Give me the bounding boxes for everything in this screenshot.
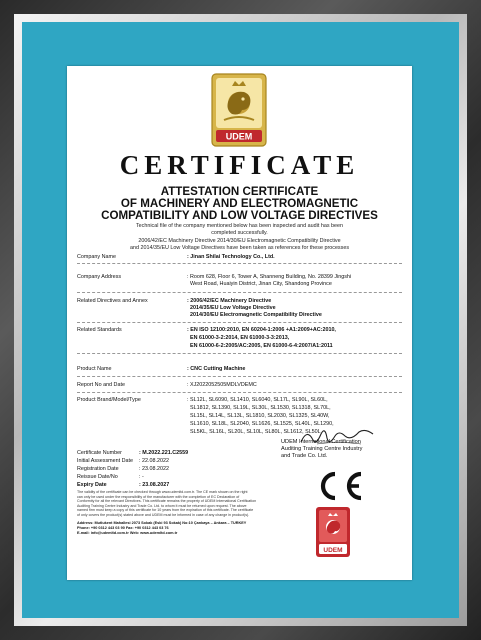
centre-line-2: Auditing Training Centre Industry <box>281 446 363 453</box>
registration-date-value: : 23.08.2022 <box>139 466 169 472</box>
divider <box>77 263 402 264</box>
expiry-date-value: : 23.08.2027 <box>139 482 170 488</box>
validity-line-6: of only covers the product(s) stated above and UDEM must be informed in case of any change in product(s). <box>77 512 250 517</box>
standards-line-2: EN 61000-3-2:2014, EN 61000-3-3:2013, <box>190 335 290 341</box>
certificate-paper <box>67 66 412 580</box>
validity-line-1: The validity of the certificate can be checked through www.udemltd.com.tr. The CE mark shown on the right <box>77 490 248 494</box>
directives-line-3: 2014/30/EU Electromagnetic Compatibility Directive <box>190 312 322 318</box>
product-name-label: Product Name <box>77 366 112 372</box>
ce-mark-icon <box>309 468 369 504</box>
directives-line-1: : 2006/42/EC Machinery Directive <box>187 298 272 304</box>
intro-line-4: and 2014/35/EU Low Voltage Directives have been taken as references for these processes <box>129 245 350 251</box>
initial-assessment-value: : 22.08.2022 <box>139 458 169 464</box>
product-name-value: : CNC Cutting Machine <box>187 366 246 372</box>
intro-line-1: Technical file of the company mentioned below has been inspected and audit has been <box>135 223 344 229</box>
brand-model-label: Product Brand/Model/Type <box>77 397 141 403</box>
intro-line-2: completed successfully. <box>211 230 268 236</box>
subtitle-line-2: OF MACHINERY AND ELECTROMAGNETIC <box>120 197 359 210</box>
centre-name <box>281 439 401 461</box>
directives-label: Related Directives and Annex <box>77 298 148 304</box>
brand-model-line-5: SL5KL, SL16L, SL20L, SL10L, SL80L, SL1612, SL50L <box>190 429 321 435</box>
brand-model-line-4: SL1610, SL18L, SL2040, SL1626, SL1525, SL40L, SL1290, <box>190 421 334 427</box>
report-label: Report No and Date <box>77 382 125 388</box>
report-value: : XJ2022052505MDLVDEMC <box>187 382 257 388</box>
validity-line-3: Conformity for all the relevant Directives. This certificate remains the property of UDEM International Certification <box>77 499 257 503</box>
company-address-line-2: West Road, Huaiyin District, Jinan City, Shandong Province <box>190 281 332 287</box>
centre-line-3: and Trade Co. Ltd. <box>281 453 328 460</box>
divider <box>77 376 402 377</box>
reissue-date-value: : - <box>139 474 144 480</box>
centre-line-1: UDEM International Certification <box>281 439 361 445</box>
validity-line-4: Auditing Training Centre Industry and Trade Co. Ltd. to whom it must be returned upon request. The above <box>77 503 247 508</box>
footer-email-web: E-mail: info@udemltd.com.tr Web: www.udemltd.com.tr <box>77 531 178 535</box>
footer-address: Address: Mutlukent Mahallesi 2073 Sokak (Eski 93 Sokak) No:10 Çankaya – Ankara – TURKEY <box>77 521 247 525</box>
standards-line-1: : EN ISO 12100:2010, EN 60204-1:2006 +A1:2009+AC:2010, <box>187 327 336 333</box>
divider <box>77 322 402 323</box>
validity-line-2: can only be used under the responsibility of the manufacturer with the completion of EC Declaration of <box>77 494 240 499</box>
divider <box>77 392 402 393</box>
logo-brand-text: UDEM <box>225 131 253 142</box>
company-address-label: Company Address <box>77 274 122 280</box>
certificate-number-label: Certificate Number <box>77 450 122 456</box>
standards-line-3: EN 61000-6-2:2005/AC:2005, EN 61000-6-4:2007/A1:2011 <box>190 343 333 349</box>
seal-brand-text: UDEM <box>323 546 343 554</box>
subtitle-line-3: COMPATIBILITY AND LOW VOLTAGE DIRECTIVES <box>101 209 378 222</box>
brand-model-line-3: SL15L, SL14L, SL13L, SL1810, SL2030, SL1325, SL40W, <box>190 413 330 419</box>
intro-line-3: 2006/42/EC Machinery Directive 2014/30/EU Electromagnetic Compatibility Directive <box>138 238 341 244</box>
certificate-number-value: : M.2022.221.C2559 <box>139 450 189 456</box>
validity-line-5: named firm must keep a copy of this certificate for 10 years from the expiration of this certificate. The certificate <box>77 508 254 512</box>
expiry-date-label: Expiry Date <box>77 482 107 488</box>
standards-label: Related Standards <box>77 327 122 333</box>
company-name-label: Company Name <box>77 254 116 260</box>
subtitle-line-1: ATTESTATION CERTIFICATE <box>160 185 319 198</box>
company-address-line-1: : Room 628, Floor 6, Tower A, Shanneng Building, No. 28399 Jingshi <box>187 274 352 280</box>
udem-logo-icon <box>210 72 268 148</box>
initial-assessment-label: Initial Assessment Date <box>77 458 134 464</box>
directives-line-2: 2014/35/EU Low Voltage Directive <box>190 305 276 311</box>
brand-model-line-1: : SL12L, SL6090, SL1410, SL6040, SL17L, SL90L, SL60L, <box>187 397 328 403</box>
footer-phone: Phone: +90 0312 443 03 90 Fax: +90 0312 443 03 76 <box>77 526 169 530</box>
udem-seal-icon <box>315 506 351 558</box>
brand-model-line-2: SL1812, SL1390, SL19L, SL30L, SL1530, SL1318, SL70L, <box>190 405 331 411</box>
company-name-value: : Jinan Shilai Technology Co., Ltd. <box>187 254 275 260</box>
divider <box>77 353 402 354</box>
divider <box>77 292 402 293</box>
certificate-title: CERTIFICATE <box>119 150 360 180</box>
registration-date-label: Registration Date <box>77 466 119 472</box>
reissue-date-label: Reissue Date/No <box>77 474 118 480</box>
